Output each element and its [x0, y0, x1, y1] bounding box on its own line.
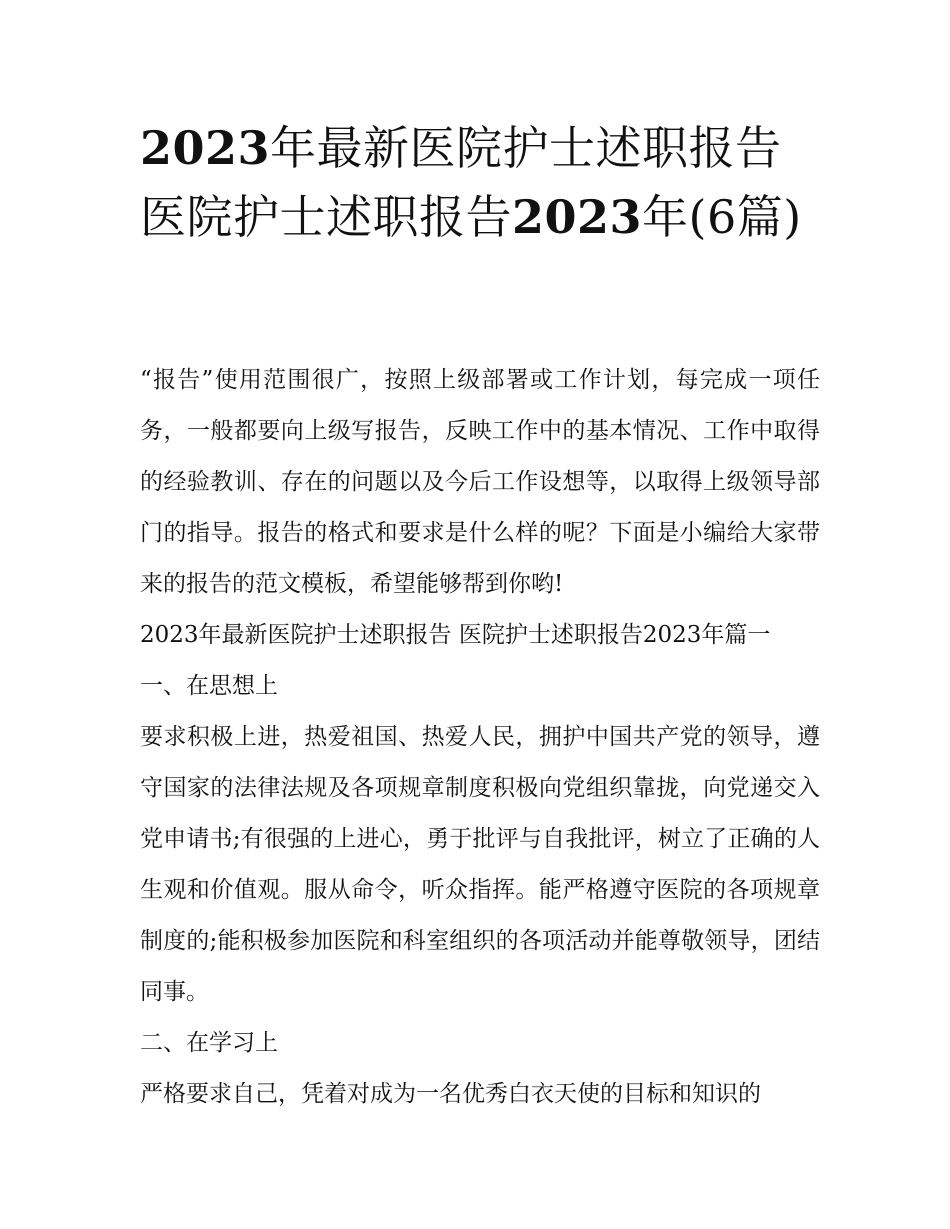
- title-year-2: 2023: [512, 190, 643, 244]
- section-body-study: 严格要求自己，凭着对成为一名优秀白衣天使的目标和知识的: [140, 1081, 761, 1107]
- title-text-2: 年(6篇): [642, 190, 802, 244]
- intro-paragraph: “报告”使用范围很广，按照上级部署或工作计划，每完成一项任务，一般都要向上级写报告，反映工作中的基本情况、工作中取得的经验教训、存在的问题以及今后工作设想等，以取得上级领导部门的指导。报告的格式和要求是什么样的呢？下面是小编给大家带来的报告的范文模板，希望能够帮到你哟!: [140, 367, 820, 597]
- document-body: [140, 355, 820, 1120]
- title-text-1: 年最新医院护士述职报告 医院护士述职报告: [140, 121, 782, 244]
- section-heading-study: 二、在学习上: [140, 1030, 278, 1056]
- article-title: 2023年最新医院护士述职报告 医院护士述职报告2023年篇一: [140, 622, 771, 648]
- section-heading-thought: 一、在思想上: [140, 673, 278, 699]
- section-body-thought: 要求积极上进，热爱祖国、热爱人民，拥护中国共产党的领导，遵守国家的法律法规及各项规章制度积极向党组织靠拢，向党递交入党申请书;有很强的上进心，勇于批评与自我批评，树立了正确的人生观和价值观。服从命令，听众指挥。能严格遵守医院的各项规章制度的;能积极参加医院和科室组织的各项活动并能尊敬领导，团结同事。: [140, 724, 820, 1005]
- page-title: [140, 114, 830, 252]
- title-year-1: 2023: [140, 121, 271, 175]
